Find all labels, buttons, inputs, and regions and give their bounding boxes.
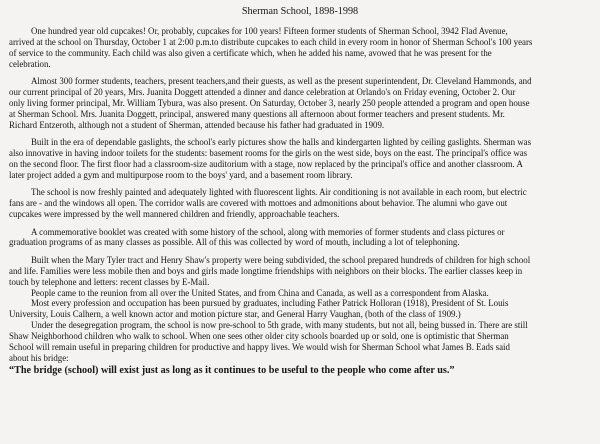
text-line: and life. Families were less mobile then and boys and girls made longtime friendships with neighbors on their blocks. The earlier classes keep in [9,265,523,276]
text-line: our current principal of 20 years, Mrs. Juanita Doggett attended a dinner and dance celebration at Orlando's on Friday evening, October 2. Our [9,87,516,98]
text-line: at Sherman School. Mrs. Juanita Doggett, principal, answered many questions all afternoon about former teachers and present students. Mr. [9,108,505,119]
text-line: The school is now freshly painted and adequately lighted with fluorescent lights. Air conditioning is not available in each room, but electric [31,187,527,198]
text-line: touch by telephone and letters: recent classes by E-Mail. [9,276,210,287]
paragraph-neighborhood [9,255,591,288]
text-line: also innovative in having indoor toilets for the students: basement rooms for the girls on the west side, boys on the east. The principal's office was [9,148,528,159]
text-line: School will remain useful in preparing children for productive and happy lives. We would wish for Sherman School what James B. Eads said [9,342,510,353]
document-title: Sherman School, 1898-1998 [241,6,359,17]
text-line: cupcakes were impressed by the well mannered children and friendly, approachable teachers. [9,209,340,220]
paragraph-celebration [9,76,591,131]
text-line: celebration. [9,58,51,69]
text-line: Built when the Mary Tyler tract and Henry Shaw's property were being subdivided, the school prepared hundreds of children for high school [31,254,531,265]
paragraph-cupcakes [9,26,591,70]
text-line: graduation programs of as many classes as possible. All of this was collected by word of mouth, including a lot of telephoning. [9,237,460,248]
text-line: only living former principal, Mr. William Tybura, was also present. On Saturday, October 3, nearly 250 people attended a program and open house [9,97,530,108]
paragraph-booklet [9,227,591,249]
paragraph-alumni [9,288,591,364]
text-line: Shaw Neighborhood children who walk to school. When one sees other older city schools boarded up or sold, one is optimistic that Sherman [9,331,509,342]
text-line: Richard Entzeroth, although not a student of Sherman, attended because his father had graduated in 1909. [9,119,385,130]
text-line: fans are - and the windows all open. The corridor walls are covered with mottoes and admonitions about behavior. The alumni who gave out [9,198,508,209]
text-line: A commemorative booklet was created with some history of the school, along with memories of former students and class pictures or [31,226,505,237]
text-line: arrived at the school on Thursday, October 1 at 2:00 p.m.to distribute cupcakes to each child in every room in honor of Sherman School's 100 years [9,36,533,47]
text-line: University, Louis Calhern, a well known actor and motion picture star, and General Harry Vaughan, (both of the class of 1909.) [9,309,461,320]
text-line: on the second floor. The first floor had a classroom-size auditorium with a stage, now replaced by the principal's office and another classroom. A [9,158,523,169]
text-line: Most every profession and occupation has been pursued by graduates, including Father Patrick Holloran (1918), President of St. Louis [31,298,509,309]
text-line: Almost 300 former students, teachers, present teachers,and their guests, as well as the present superintendent, Dr. Cleveland Hammonds, and [31,76,532,87]
text-line: Built in the era of dependable gaslights, the school's early pictures show the halls and kindergarten lighted by ceiling gaslights. Sherman was [31,137,532,148]
closing-quote: “The bridge (school) will exist just as long as it continues to be useful to the people who come after us.” [9,364,455,376]
text-line: People came to the reunion from all over the United States, and from China and Canada, as well as a correspondent from Alaska. [31,287,489,298]
paragraph-current-condition [9,187,591,220]
text-line: later project added a gym and multipurpose room to the boys' yard, and a basement room library. [9,169,353,180]
text-line: One hundred year old cupcakes! Or, probably, cupcakes for 100 years! Fifteen former students of Sherman School, 3942 Flad Avenue, [31,26,508,36]
paragraph-building-history [9,137,591,181]
text-line: of service to the community. Each child was also given a certificate which, when he added his name, avowed that he was present for the [9,47,492,58]
text-line: Under the desegregation program, the school is now pre-school to 5th grade, with many students, but not all, being bussed in. There are still [31,320,528,331]
text-line: about his bridge: [9,352,69,363]
